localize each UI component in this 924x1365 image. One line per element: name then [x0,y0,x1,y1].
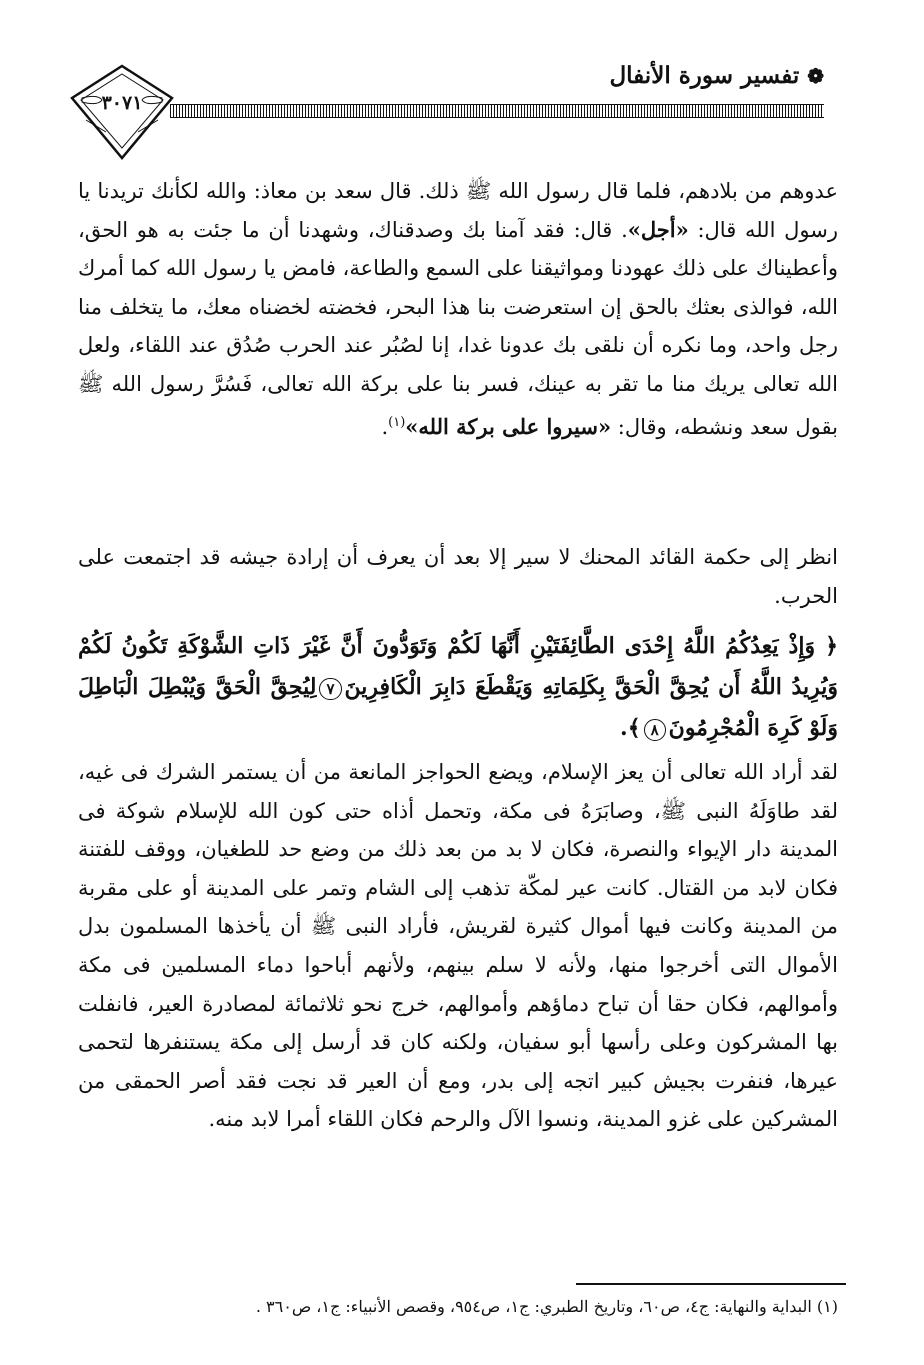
text-run: . قال: فقد آمنا بك وصدقناك، وشهدنا أن ما جئت به هو الحق، وأعطيناك على ذلك عهودنا ومواثيقنا على السمع والطاعة، فامض يا رسول الله كما أمرك الله، فوالذى بعثك بالحق إن استعرضت بنا هذا البحر، فخضته لخضناه معك، ما يتخلف منا رجل واحد، وما نكره أن نلقى بك عدونا غدا، إنا لصُبُر عند الحرب صُدُق عند اللقاء، ولعل الله تعالى يريك منا ما تقر به عينك، فسر بنا على بركة الله تعالى، فَسُرَّ رسول الله ﷺ بقول سعد ونشطه، وقال: [78,217,838,439]
quran-verse [78,626,838,749]
ayah-number-marker: ٧ [319,678,341,700]
page-number: ٣٠٧١ [101,92,143,114]
text-run: . [381,414,389,439]
running-header [609,62,824,89]
quote-ajal: «أجل» [627,216,689,242]
paragraph-saad-speech [78,172,838,446]
verse-text: لِيُحِقَّ الْحَقَّ وَيُبْطِلَ الْبَاطِلَ وَلَوْ كَرِهَ الْمُجْرِمُونَ [78,674,838,741]
flower-ornament-icon: ❁ [807,63,824,88]
header-title: تفسير سورة الأنفال [609,62,800,89]
footnote: (١) البداية والنهاية: ج٤، ص٦٠، وتاريخ الطبري: ج١، ص٩٥٤، وقصص الأنبياء: ج١، ص٣٦٠ . [255,1297,838,1316]
text-run: عدوهم من بلادهم، فلما قال رسول الله ﷺ ذلك. قال سعد بن معاذ: والله لكأنك تريدنا يا رسول الله قال: [78,179,838,242]
quote-march: «سيروا على بركة الله» [405,413,612,439]
verse-end: ﴾. [620,715,641,741]
footnote-reference: (١) [388,414,406,430]
ayah-number-marker: ٨ [644,719,666,741]
verse-text: ﴿ وَإِذْ يَعِدُكُمُ اللَّهُ إِحْدَى الطَّائِفَتَيْنِ أَنَّهَا لَكُمْ وَتَوَدُّونَ أَنَّ غَيْرَ ذَاتِ الشَّوْكَةِ تَكُونُ لَكُمْ وَيُرِيدُ اللَّهُ أَن يُحِقَّ الْحَقَّ بِكَلِمَاتِهِ وَيَقْطَعَ دَابِرَ الْكَافِرِينَ [78,633,839,700]
paragraph-leader-wisdom: انظر إلى حكمة القائد المحنك لا سير إلا بعد أن يعرف أن إرادة جيشه قد اجتمعت على الحرب. [78,545,838,608]
paragraph-badr-context: لقد أراد الله تعالى أن يعز الإسلام، ويضع الحواجز المانعة من أن يستمر الشرك فى غيه، لقد طاوَلَهُ النبى ﷺ، وصابَرَهُ فى مكة، وتحمل أذاه حتى كون الله للإسلام شوكة فى المدينة دار الإيواء والنصرة، فكان لا بد من بعد ذلك من وضع حد للطغيان، ووقف للفتنة فكان لابد من القتال. كانت عير لمكّة تذهب إلى الشام وتمر على المدينة أو على مقربة من المدينة وكانت فيها أموال كثيرة لقريش، فأراد النبى ﷺ أن يأخذها المسلمون بدل الأموال التى أخرجوا منها، ولأنه لا سلم بينهم، ولأنهم أباحوا دماء المسلمين فى مكة وأموالهم، فكان حقا أن تباح دماؤهم وأموالهم، خرج نحو ثلاثمائة لمصادرة العير، فانفلت بها المشركون وعلى رأسها أبو سفيان، ولكنه كان قد أرسل إلى مكة يستنفرها لتحمى عيرها، فنفرت بجيش كبير اتجه إلى بدر، ومع أن العير قد نجت فقد أصر الحمقى من المشركين على غزو المدينة، ونسوا الآل والرحم فكان اللقاء أمرا لابد منه. [78,760,838,1132]
header-rule [170,104,824,118]
footnote-divider [576,1283,846,1285]
